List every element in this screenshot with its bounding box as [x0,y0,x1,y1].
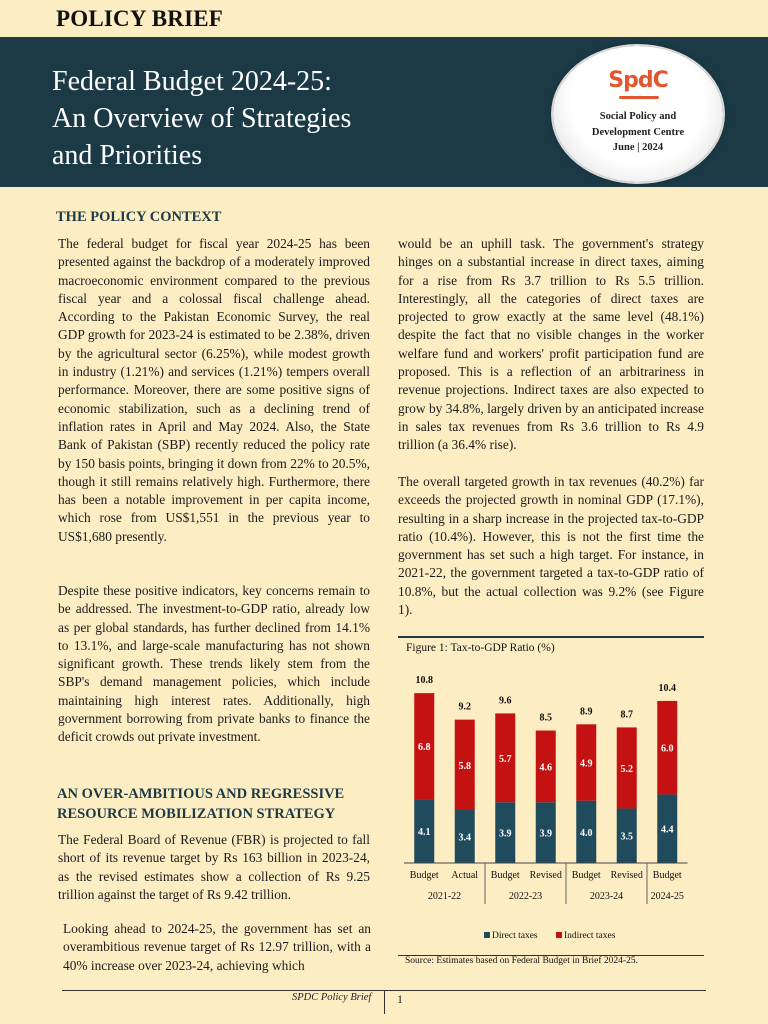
x-tick-label: Revised [529,870,562,881]
legend-swatch-indirect [556,932,562,938]
data-label-indirect: 4.6 [539,762,552,774]
paragraph-fbr-shortfall: The Federal Board of Revenue (FBR) is projected to fall short of its revenue target by Rs 163 billion in 2023-24, as the revised estimates show a collection of Rs 9.25 trillion against the target of Rs 9.42 trillion. [58,832,370,902]
paragraph-policy-context-1: The federal budget for fiscal year 2024-25 has been presented against the backdrop of a moderately improved macroeconomic environment compared to the previous fiscal year and a colossal fiscal challenge ahead. According to the Pakistan Economic Survey, the real GDP growth for 2023-24 is estimated to be 2.38%, driven by the agricultural sector (6.25%), while modest growth in industry (1.21%) and services (1.21%) tempers overall performance. Moreover, there are some positive signs of economic stabilization, such as a declining trend of inflation rates in April and May 2024. Also, the State Bank of Pakistan (SBP) recently reduced the policy rate by 150 basis points, bringing it down from 22% to 20.5%, though it still remains relatively high. Furthermore, there has been a notable improvement in per capita income, which rose from US$1,551 in the previous year to US$1,680 presently. [58,236,370,544]
logo-caption: Social Policy and Development Centre June | 2024 [591,111,685,153]
footer-separator [384,990,385,1014]
group-label: 2023-24 [589,891,624,902]
data-label-indirect: 5.7 [499,753,512,765]
title-banner [0,37,768,187]
paragraph-policy-context-2: Despite these positive indicators, key concerns remain to be addressed. The investment-to-GDP ratio, already low as per global standards, has further declined from 14.1% to 13.1%, and large-scale manufacturing has not shown significant growth. These trends likely stem from the SBP's demand management policies, which include maintaining high interest rates. Additionally, high government borrowing from private banks to finance the deficit crowds out private investment. [58,583,370,745]
group-label: 2021-22 [427,891,462,902]
data-label-total: 9.2 [458,701,471,713]
legend-swatch-direct [484,932,490,938]
spdc-logo [553,46,723,182]
figure-tax-to-gdp [398,636,704,970]
data-label-direct: 3.9 [499,828,512,840]
paragraph-revenue-target: Looking ahead to 2024-25, the government has set an overambitious revenue target of Rs 12.97 trillion, with a 40% increase over 2023-24, achieving which [63,921,371,973]
x-tick-label: Budget [490,870,520,881]
data-label-direct: 3.9 [539,828,552,840]
group-label: 2022-23 [508,891,543,902]
legend-label-indirect: Indirect taxes [564,931,616,941]
data-label-direct: 4.4 [661,824,674,836]
x-tick-label: Budget [571,870,601,881]
spdc-logo-mark: SpdC [608,68,668,93]
data-label-indirect: 6.8 [418,742,431,754]
data-label-direct: 3.5 [620,831,633,843]
x-tick-label: Budget [652,870,682,881]
data-label-total: 10.8 [415,675,433,687]
data-label-total: 9.6 [499,695,512,707]
data-label-direct: 4.1 [418,827,431,839]
footer-label: SPDC Policy Brief [292,992,372,1003]
data-label-direct: 4.0 [580,827,593,839]
page-number: 1 [397,992,403,1006]
tax-to-gdp-chart [398,636,704,956]
logo-underline [619,96,659,99]
x-tick-label: Actual [451,870,479,881]
document-title: Federal Budget 2024-25: An Overview of Strategies and Priorities [52,66,352,171]
x-tick-label: Revised [610,870,643,881]
data-label-total: 10.4 [658,682,676,694]
section-heading-policy-context: THE POLICY CONTEXT [56,209,222,225]
data-label-total: 8.5 [539,712,552,724]
legend-label-direct: Direct taxes [492,931,538,941]
data-label-indirect: 5.2 [620,763,633,775]
data-label-total: 8.7 [620,709,633,721]
data-label-total: 8.9 [580,706,593,718]
data-label-indirect: 5.8 [458,760,471,772]
data-label-direct: 3.4 [458,832,471,844]
figure-source: Source: Estimates based on Federal Budget in Brief 2024-25. [405,956,638,966]
brief-label: POLICY BRIEF [56,6,224,31]
paragraph-direct-taxes: would be an uphill task. The government's strategy hinges on a substantial increase in direct taxes, aiming for a rise from Rs 3.7 trillion to Rs 5.5 trillion. Interestingly, all the categories of direct taxes are projected to grow exactly at the same level (48.1%) despite the fact that no visible changes in the worker welfare fund and workers' profit participation fund are proposed. This is a reflection of an arbitrariness in revenue projections. Indirect taxes are also expected to grow by 34.8%, largely driven by an anticipated increase in sales tax revenues from Rs 3.6 trillion to Rs 4.9 trillion (a 36.4% rise). [398,236,704,453]
paragraph-tax-growth: The overall targeted growth in tax revenues (40.2%) far exceeds the projected growth in nominal GDP (17.1%), resulting in a sharp increase in the projected tax-to-GDP ratio (10.4%). However, this is not the first time the government has set such a high target. For instance, in 2021-22, the government targeted a tax-to-GDP ratio of 10.8%, but the actual collection was 9.2% (see Figure 1). [398,474,704,618]
x-tick-label: Budget [409,870,439,881]
section-heading-resource-mobilization: AN OVER-AMBITIOUS AND REGRESSIVE RESOURCE MOBILIZATION STRATEGY [57,786,345,822]
figure-title: Figure 1: Tax-to-GDP Ratio (%) [406,642,555,654]
data-label-indirect: 6.0 [661,743,674,755]
group-label: 2024-25 [650,891,684,902]
data-label-indirect: 4.9 [580,758,593,770]
